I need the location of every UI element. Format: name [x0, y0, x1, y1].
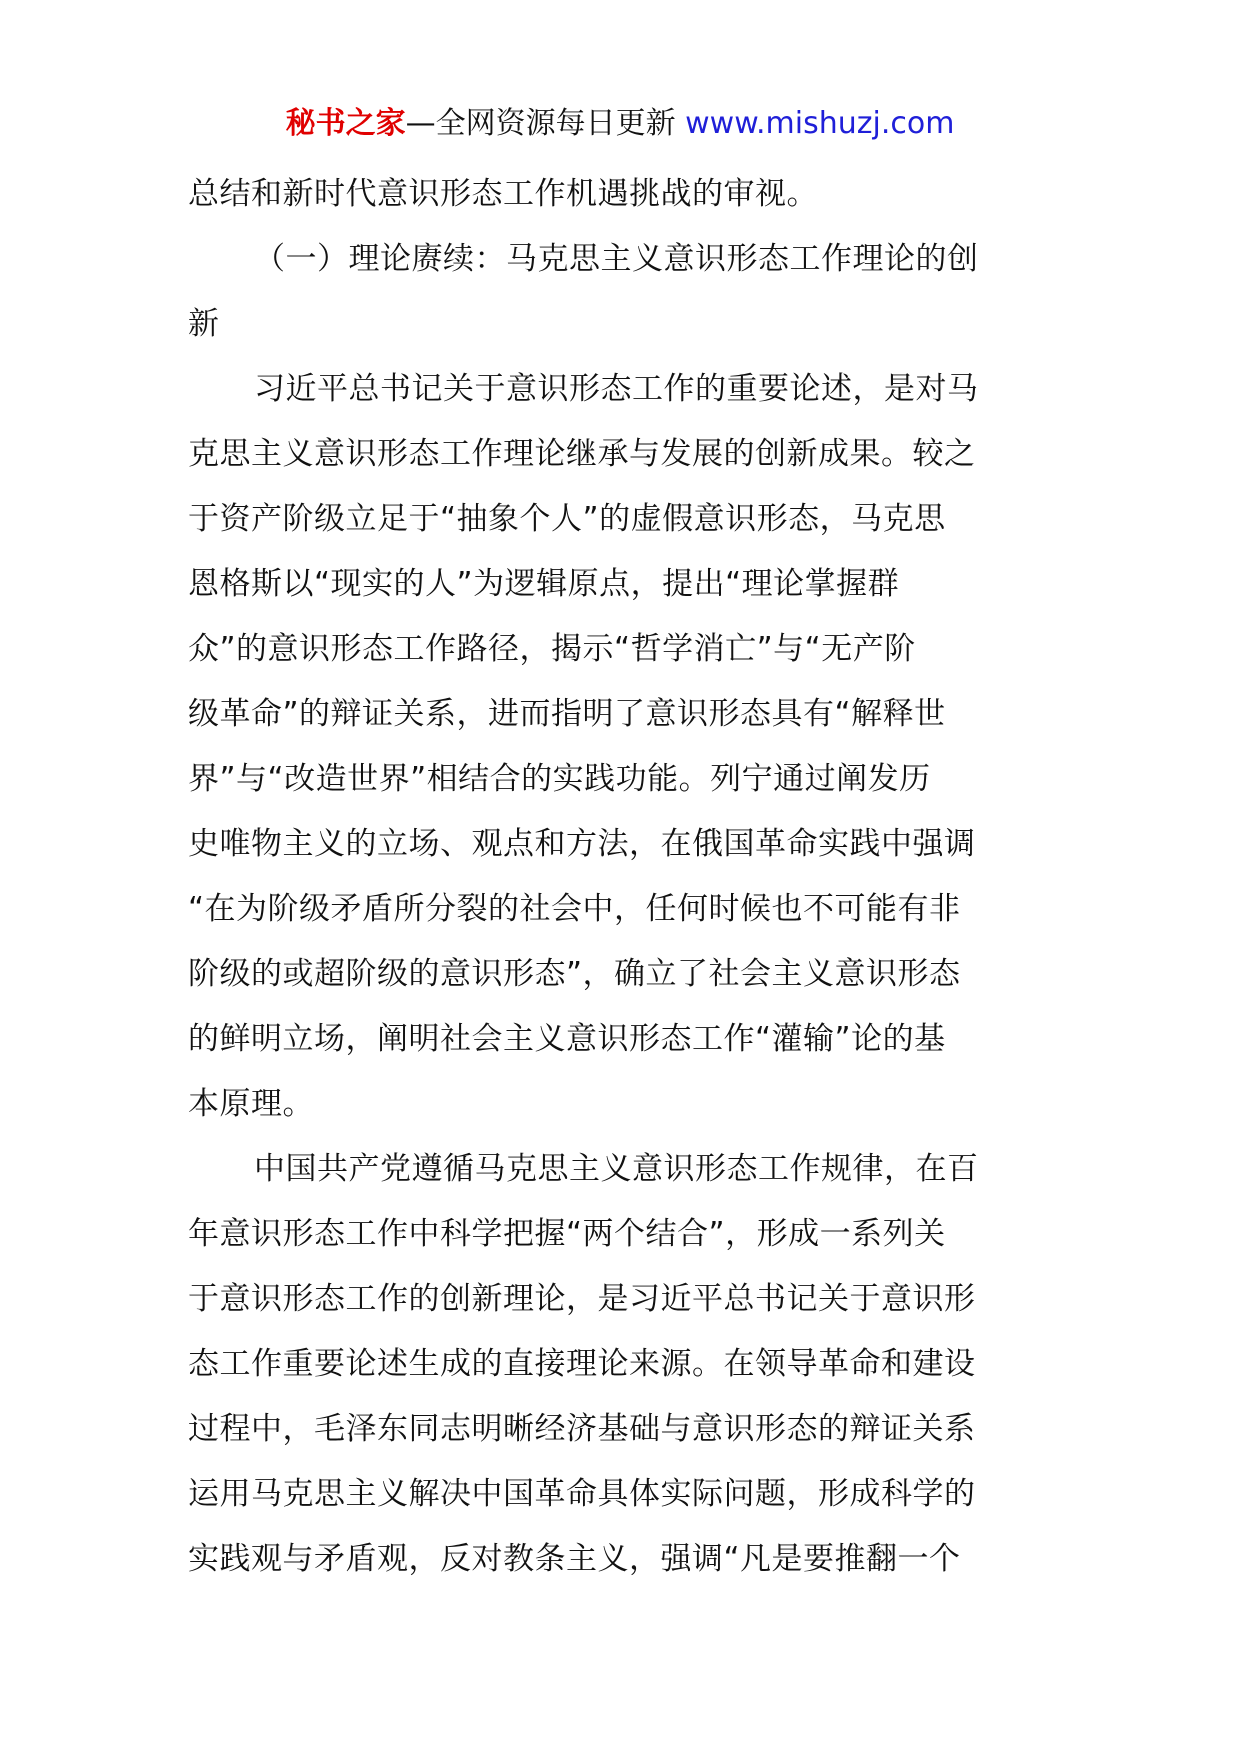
document-body [188, 162, 1058, 1592]
text-line: 的鲜明立场，阐明社会主义意识形态工作“灌输”论的基 [188, 1021, 946, 1057]
text-line: 界”与“改造世界”相结合的实践功能。列宁通过阐发历 [188, 761, 931, 797]
text-line: 运用马克思主义解决中国革命具体实际问题，形成科学的 [188, 1476, 976, 1512]
text-line: 阶级的或超阶级的意识形态”，确立了社会主义意识形态 [188, 956, 961, 992]
text-line: 年意识形态工作中科学把握“两个结合”，形成一系列关 [188, 1216, 946, 1252]
text-line: 实践观与矛盾观，反对教条主义，强调“凡是要推翻一个 [188, 1541, 961, 1577]
section-heading-continued: 新 [188, 306, 220, 342]
paragraph-first-line: 习近平总书记关于意识形态工作的重要论述，是对马 [254, 371, 979, 407]
text-line: 恩格斯以“现实的人”为逻辑原点，提出“理论掌握群 [188, 566, 900, 602]
text-line: 克思主义意识形态工作理论继承与发展的创新成果。较之 [188, 436, 976, 472]
text-line: 级革命”的辩证关系，进而指明了意识形态具有“解释世 [188, 696, 946, 732]
text-line: 本原理。 [188, 1086, 314, 1122]
site-url-link[interactable]: www.mishuzj.com [685, 106, 955, 141]
text-line: 于资产阶级立足于“抽象个人”的虚假意识形态，马克思 [188, 501, 946, 537]
text-line: 过程中，毛泽东同志明晰经济基础与意识形态的辩证关系 [188, 1411, 976, 1447]
paragraph-first-line: 中国共产党遵循马克思主义意识形态工作规律，在百 [254, 1151, 979, 1187]
text-line: 史唯物主义的立场、观点和方法，在俄国革命实践中强调 [188, 826, 976, 862]
header-slogan: —全网资源每日更新 [405, 106, 676, 141]
text-line: 总结和新时代意识形态工作机遇挑战的审视。 [188, 176, 818, 212]
text-line: 态工作重要论述生成的直接理论来源。在领导革命和建设 [188, 1346, 976, 1382]
text-line: 众”的意识形态工作路径，揭示“哲学消亡”与“无产阶 [188, 631, 916, 667]
text-line: “在为阶级矛盾所分裂的社会中，任何时候也不可能有非 [188, 891, 961, 927]
text-line: 于意识形态工作的创新理论，是习近平总书记关于意识形 [188, 1281, 976, 1317]
site-header [0, 102, 1240, 146]
section-heading: （一）理论赓续：马克思主义意识形态工作理论的创 [254, 241, 979, 277]
brand-name: 秘书之家 [285, 106, 406, 141]
